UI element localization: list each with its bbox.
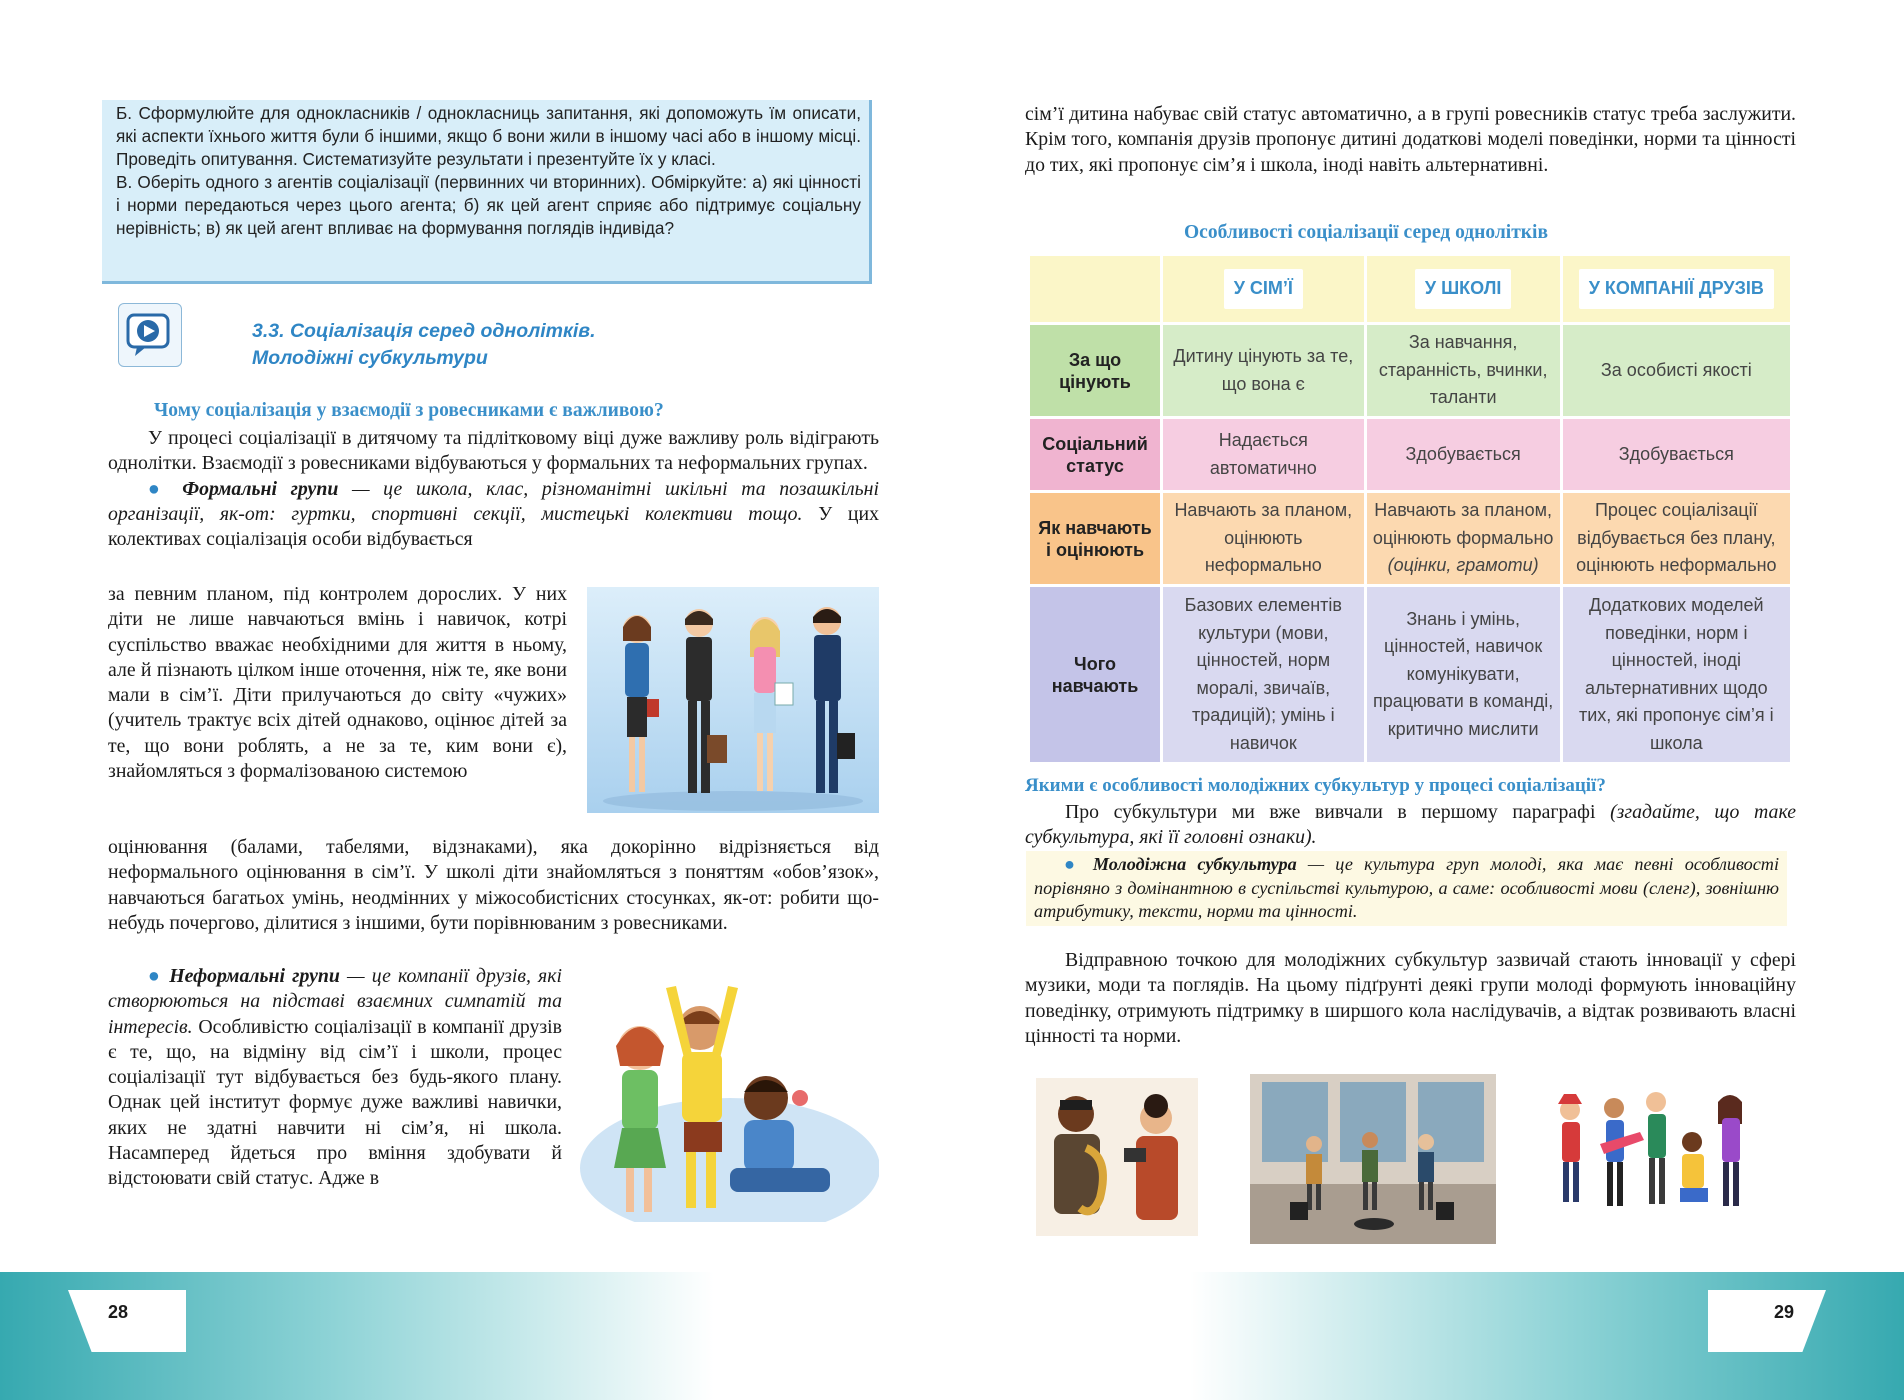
informal-rest: Особливістю соціалізації в компанії друзів є те, що, на відміну від сім’ї і школи, процес соціалізації тут відбувається без будь-якого плану. Однак цей інститут формує дуже важливі навички, яких не здатні навчити ні сім’я, ні школа. Насамперед йдеться про вміння здобувати й відстоювати свій статус. Адже в — [108, 1015, 562, 1190]
table-header-row — [1029, 255, 1792, 324]
section-title-line2: Молодіжні субкультури — [252, 347, 488, 369]
table-row — [1029, 586, 1792, 764]
definition-box — [1026, 851, 1787, 926]
table-corner — [1029, 255, 1162, 324]
para-sub-italic: (згадайте, що таке субкультура, які її головні ознаки). — [1025, 801, 1796, 849]
table-cell: Навчають за планом, оцінюють неформально — [1162, 492, 1366, 586]
table-cell-note: (оцінки, грамоти) — [1387, 555, 1539, 576]
task-v: В. Оберіть одного з агентів соціалізації (первинних чи вторинних). Обміркуйте: а) які цінності і норми передаються через цього агента; б) як цей агент сприяє або підтримує соціальну нерівність; в) як цей агент впливає на формування поглядів індивіда? — [116, 172, 861, 238]
table-row — [1029, 324, 1792, 418]
informal-term: Неформальні групи — [169, 965, 340, 987]
question-heading: Чому соціалізація у взаємодії з ровесниками є важливою? — [154, 400, 664, 421]
final-paragraph — [1025, 948, 1796, 1049]
musicians-duo-illustration — [1036, 1078, 1198, 1236]
table-cell: Здобувається — [1365, 418, 1561, 492]
para-end: Відправною точкою для молодіжних субкультур зазвичай стають інновації у сфері музики, моди та поглядів. На цьому підґрунті деякі групи молоді формують інноваційну поведінку, отримують підтримку в ширшого кола наслідувачів, а відтак розвивають власні цінності та норми. — [1025, 949, 1796, 1047]
formal-def: — це школа, клас, різноманітні шкільні та позашкільні організації, як-от: гуртки, спортивні секції, мистецькі колективи тощо. — [108, 477, 879, 525]
formal-tail: У цих колективах соціалізація особи відбувається — [108, 502, 879, 551]
table-cell: За навчання, старанність, вчинки, таланти — [1365, 324, 1561, 418]
table-header-cell: У КОМПАНІЇ ДРУЗІВ — [1561, 255, 1791, 324]
youth-band-illustration — [1540, 1080, 1764, 1236]
bullet-icon: ● — [1064, 854, 1082, 874]
formal-term: Формальні групи — [182, 477, 339, 500]
table-cell: Базових елементів культури (мови, цінностей, норм моралі, звичаїв, традицій); умінь і навичок — [1162, 586, 1366, 764]
table-title: Особливості соціалізації серед однолітків — [1184, 222, 1548, 243]
task-b: Б. Сформулюйте для однокласників / однокласниць запитання, які допоможуть їм описати, які аспекти їхнього життя були б іншими, якщо б вони жили в іншому часі або в іншому місці. Проведіть опитування. Систематизуйте результати і презентуйте їх у класі. — [116, 103, 861, 169]
table-cell: Здобувається — [1561, 418, 1791, 492]
table-cell: Дитину цінують за те, що вона є — [1162, 324, 1366, 418]
table-cell: Процес соціалізації відбувається без плану, оцінюють неформально — [1561, 492, 1791, 586]
page-number-left: 28 — [108, 1302, 129, 1322]
table-cell: Надається автоматично — [1162, 418, 1366, 492]
row-label: Соціальний статус — [1029, 418, 1162, 492]
section-title-line1: 3.3. Соціалізація серед однолітків. — [252, 320, 596, 342]
street-band-illustration — [1250, 1074, 1496, 1244]
table-header-cell: У ШКОЛІ — [1365, 255, 1561, 324]
table-cell: Навчають за планом, оцінюють формально (оцінки, грамоти) — [1365, 492, 1561, 586]
informal-def: — це компанії друзів, які створюються на підставі взаємних симпатій та інтересів. — [108, 965, 562, 1038]
row-label: Чого навчають — [1029, 586, 1162, 764]
question-heading-2: Якими є особливості молодіжних субкультур у процесі соціалізації? — [1025, 775, 1606, 796]
table-row — [1029, 492, 1792, 586]
bullet-icon: ● — [148, 965, 163, 987]
formal-wrap-text: за певним планом, під контролем дорослих. У них діти не лише навчаються вмінь і навичок, котрі суспільство вважає необхідними для життя в ньому, але й пізнають цілком інше оточення, ніж те, яке вони мали в сім’ї. Діти прилучаються до світу «чужих» (учитель трактує всіх дітей однаково, оцінює дітей за те, що вони роблять, а не за те, ким вони є), знайомляться з формалізованою системою — [108, 583, 567, 783]
para-sub: Про субкультури ми вже вивчали в першому параграфі — [1065, 801, 1596, 823]
row-label: Як навчають і оцінюють — [1029, 492, 1162, 586]
definition-term: Молодіжна субкультура — [1092, 854, 1297, 874]
page-number-right: 29 — [1774, 1302, 1795, 1322]
bullet-icon: ● — [148, 477, 169, 500]
formal-full-text: оцінювання (балами, табелями, відзнаками), яка докорінно відрізняється від неформального оцінювання в сім’ї. У школі діти знайомляться з поняттям «обов’язок», навчаються багатьох умінь, неодмінних у міжособистісних стосунках, як-от: робити що-небудь почергово, ділитися з іншими, бути порівнюваним з ровесниками. — [108, 836, 879, 934]
subculture-paragraph — [1025, 800, 1796, 851]
table-cell: Знань і умінь, цінностей, навичок комунікувати, працювати в команді, критично мислити — [1365, 586, 1561, 764]
row-label: За що цінують — [1029, 324, 1162, 418]
table-row — [1029, 418, 1792, 492]
table-cell: Додаткових моделей поведінки, норм і цінностей, іноді альтернативних щодо тих, які пропонує сім’я і школа — [1561, 586, 1791, 764]
table-cell: За особисті якості — [1561, 324, 1791, 418]
table-header-cell: У СІМ’Ї — [1162, 255, 1366, 324]
socialization-table — [1027, 253, 1793, 765]
para-1: У процесі соціалізації в дитячому та підлітковому віці дуже важливу роль відіграють однолітки. Взаємодії з ровесниками відбуваються у формальних та неформальних групах. — [108, 427, 879, 475]
definition-text: — це культура груп молоді, яка має певні особливості порівняно з домінантною в суспільстві культурою, а саме: особливості мови (сленг), зовнішню атрибутику, тексти, норми та цінності. — [1034, 854, 1779, 921]
right-top-paragraph: сім’ї дитина набуває свій статус автоматично, а в групі ровесників статус треба заслужити. Крім того, компанія друзів пропонує дитині додаткові моделі поведінки, норми та цінності до тих, які пропонує сім’я і школа, іноді навіть альтернативні. — [1025, 103, 1796, 176]
